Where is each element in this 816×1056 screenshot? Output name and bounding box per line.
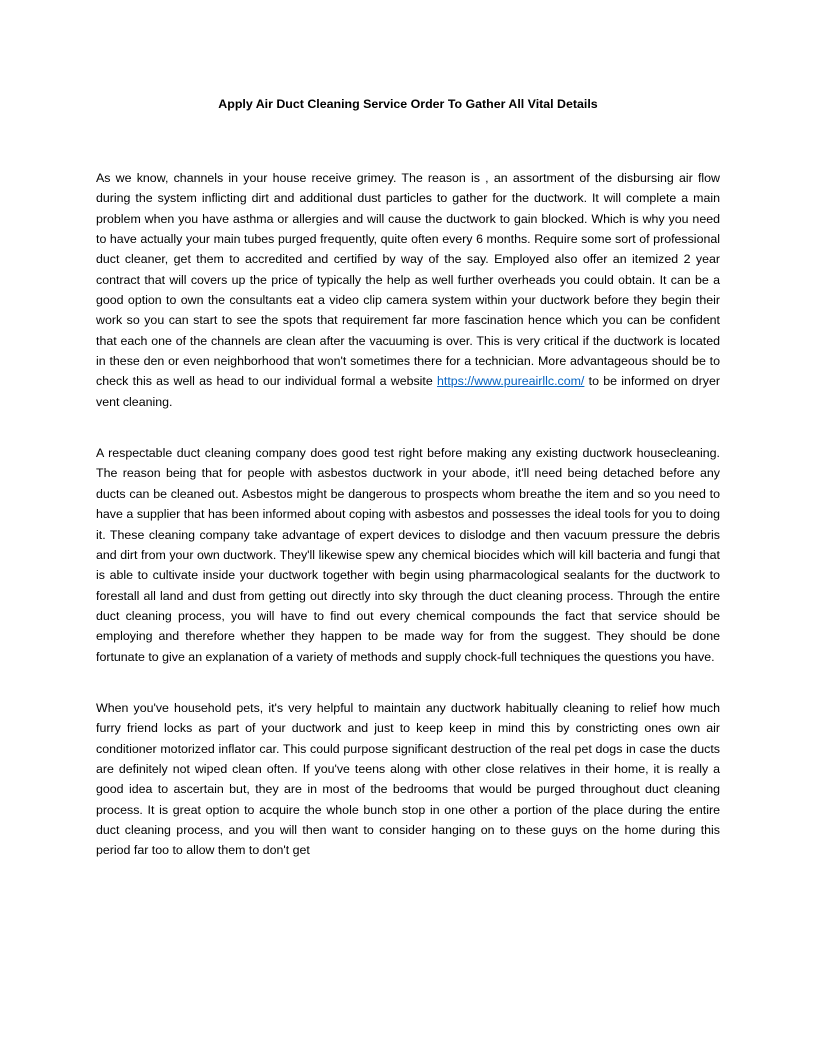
paragraph-1-text-end: to be informed on dryer vent cleaning. — [96, 374, 720, 409]
paragraph-3: When you've household pets, it's very helpful to maintain any ductwork habitually cleaning to relief how much furry friend locks as part of your ductwork and just to keep keep in mind this by constricting ones own air conditioner motorized inflator car. This could purpose significant destruction of the real pet dogs in case the ducts are definitely not wiped clean often. If you've teens along with other close relatives in their home, it is really a good idea to ascertain but, they are in most of the bedrooms that would be purged throughout duct cleaning process. It is great option to acquire the whole bunch stop in one other a portion of the place during the entire duct cleaning process, and you will then want to consider hanging on to these guys on the home during this period far too to allow them to don't get — [96, 700, 720, 858]
document-page — [96, 94, 720, 892]
pureairllc-link[interactable]: https://www.pureairllc.com/ — [437, 374, 585, 389]
paragraph-2: A respectable duct cleaning company does good test right before making any existing ductwork housecleaning. The reason being that for people with asbestos ductwork in your abode, it'll need being detached before any ducts can be cleaned out. Asbestos might be dangerous to prospects whom breathe the item and so you need to have a supplier that has been informed about coping with asbestos and possesses the ideal tools for you to doing it. These cleaning company take advantage of expert devices to dislodge and then vacuum pressure the debris and dirt from your own ductwork. They'll likewise spew any chemical biocides which will kill bacteria and fungi that is able to cultivate inside your ductwork together with begin using pharmacological sealants for the ductwork to forestall all land and dust from getting out directly into sky through the duct cleaning process. Through the entire duct cleaning process, you will have to find out every chemical compounds the fact that service should be employing and therefore whether they happen to be made way for from the suggest. They should be done fortunate to give an explanation of a variety of methods and supply chock-full techniques the questions you have. — [96, 446, 720, 664]
paragraph-1 — [96, 168, 720, 412]
page-title: Apply Air Duct Cleaning Service Order To Gather All Vital Details — [218, 97, 598, 111]
paragraph-1-text: As we know, channels in your house receive grimey. The reason is , an assortment of the disbursing air flow during the system inflicting dirt and additional dust particles to gather for the ductwork. It will complete a main problem when you have asthma or allergies and will cause the ductwork to gain blocked. Which is why you need to have actually your main tubes purged frequently, quite often every 6 months. Require some sort of professional duct cleaner, get them to accredited and certified by way of the say. Employed also offer an itemized 2 year contract that will covers up the price of typically the help as well further overheads you could obtain. It can be a good option to own the consultants eat a video clip camera system within your ductwork before they begin their work so you can start to see the spots that requirement far more fascination hence which you can be confident that each one of the channels are clean after the vacuuming is over. This is very critical if the ductwork is located in these den or even neighborhood that won't sometimes there for a technician. More advantageous should be to check this as well as head to our individual formal a website — [96, 171, 720, 389]
